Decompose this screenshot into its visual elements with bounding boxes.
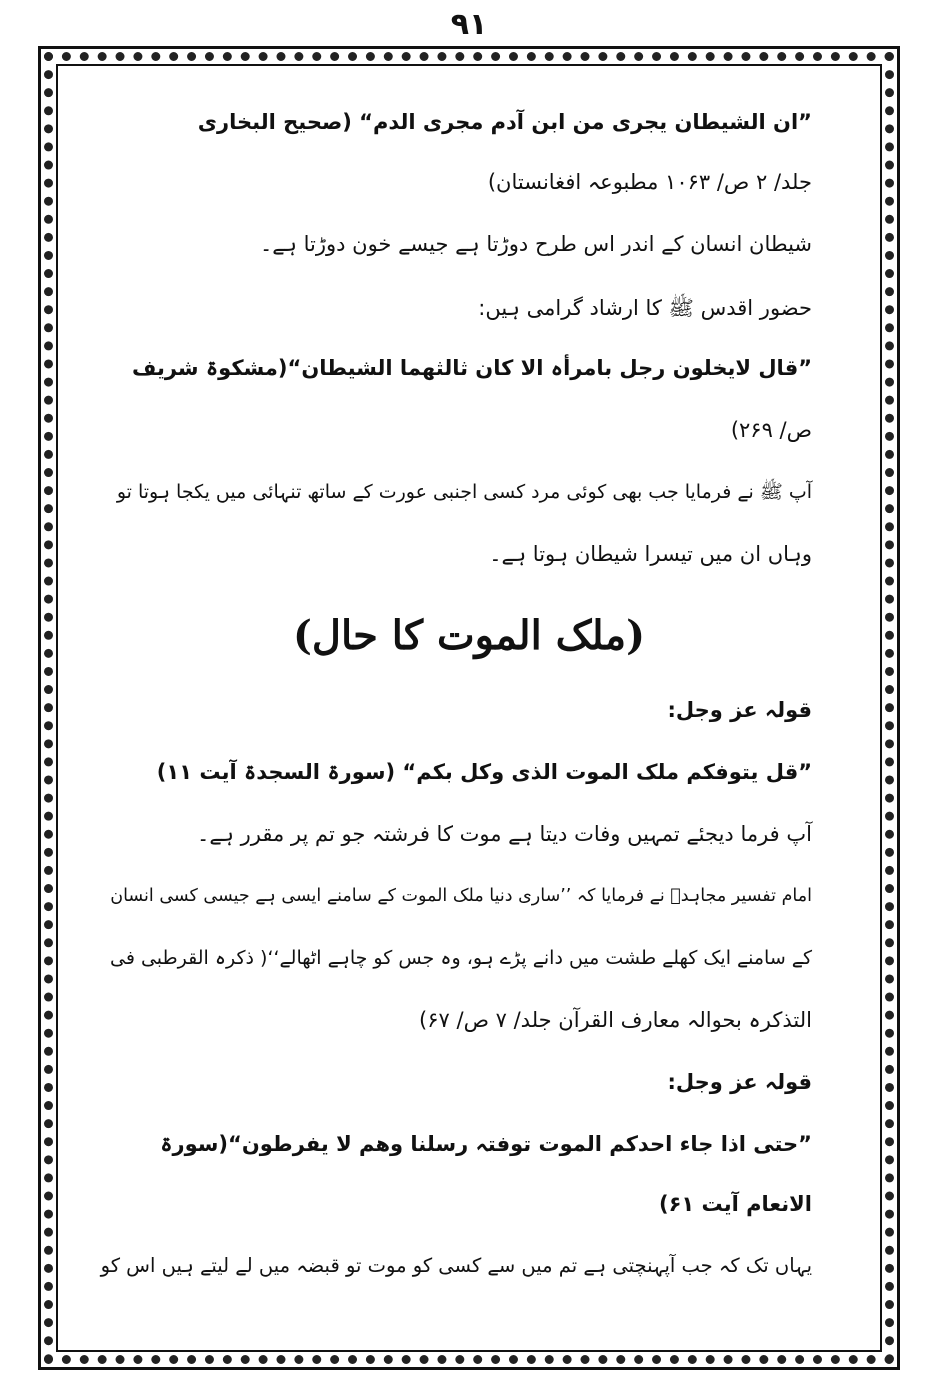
verse-translation-2: یہاں تک کہ جب آپہنچتی ہے تم میں سے کسی کو موت تو قبضہ میں لے لیتے ہیں اس کو xyxy=(100,1254,812,1277)
verse-intro-1: قولہ عز وجل: xyxy=(667,698,812,722)
section-heading: (ملک الموت کا حال) xyxy=(292,612,646,659)
verse-intro-2: قولہ عز وجل: xyxy=(667,1070,812,1094)
paragraph-line-1: آپ ﷺ نے فرمایا جب بھی کوئی مرد کسی اجنبی عورت کے ساتھ تنہائی میں یکجا ہوتا تو xyxy=(116,481,812,503)
tafsir-line-1: امام تفسیر مجاہدؒ نے فرمایا کہ ’’ساری دنیا ملک الموت کے سامنے ایسی ہے جیسی کسی انسان xyxy=(110,886,812,906)
page-number: ۹۱ xyxy=(450,7,488,42)
verse-quote-1: ”قل یتوفکم ملک الموت الذی وکل بکم“ (سورۃ السجدۃ آیت ۱۱) xyxy=(156,760,812,784)
reference-line: جلد/ ۲ ص/ ۱۰۶۳ مطبوعہ افغانستان) xyxy=(487,170,812,194)
verse-translation-1: آپ فرما دیجئے تمہیں وفات دیتا ہے موت کا فرشتہ جو تم پر مقرر ہے۔ xyxy=(197,822,812,846)
tafsir-line-3: التذکرہ بحوالہ معارف القرآن جلد/ ۷ ص/ ۶۷) xyxy=(419,1008,812,1032)
translation-line: شیطان انسان کے اندر اس طرح دوڑتا ہے جیسے خون دوڑتا ہے۔ xyxy=(260,232,812,256)
hadith-quote-line-1: ”ان الشیطان یجری من ابن آدم مجری الدم“ (صحیح البخاری xyxy=(197,110,812,134)
paragraph-line-2: وہاں ان میں تیسرا شیطان ہوتا ہے۔ xyxy=(489,542,812,566)
hadith-intro-line: حضور اقدس ﷺ کا ارشاد گرامی ہیں: xyxy=(478,296,812,320)
reference-line-2: ص/ ۲۶۹) xyxy=(730,418,812,442)
tafsir-line-2: کے سامنے ایک کھلے طشت میں دانے پڑے ہو، وہ جس کو چاہے اٹھالے‘‘( ذکرہ القرطبی فی xyxy=(110,947,812,969)
hadith-quote-line-2: ”قال لایخلون رجل بامرأہ الا کان ثالثھما الشیطان“(مشکوۃ شریف xyxy=(131,356,812,380)
verse-reference-2: الانعام آیت ۶۱) xyxy=(658,1192,812,1216)
verse-quote-2: ”حتی اذا جاء احدکم الموت توفتہ رسلنا وھم لا یفرطون“(سورۃ xyxy=(160,1132,812,1156)
